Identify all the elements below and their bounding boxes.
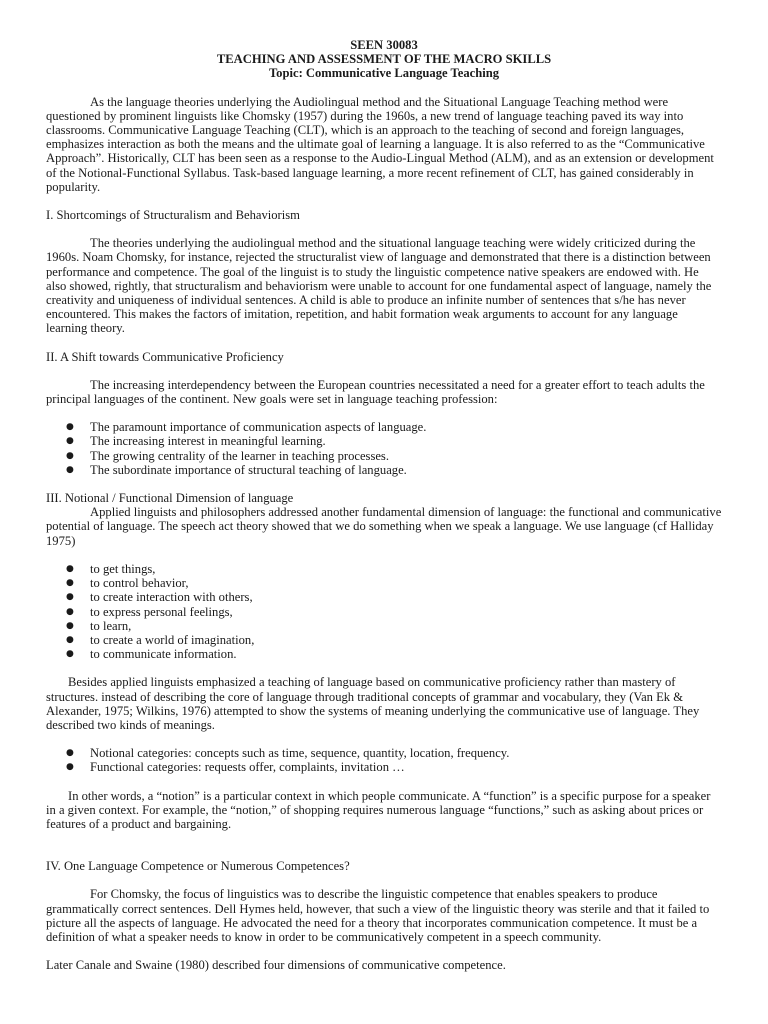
course-title: TEACHING AND ASSESSMENT OF THE MACRO SKILLS	[216, 52, 552, 67]
list-item: ● The growing centrality of the learner in teaching processes.	[46, 449, 722, 463]
closing-line: Later Canale and Swaine (1980) described four dimensions of communicative competence.	[46, 958, 506, 973]
list-item: ● The subordinate importance of structural teaching of language.	[46, 463, 722, 477]
spacer	[46, 81, 722, 95]
goals-list	[46, 420, 722, 477]
list-item: ● to learn,	[46, 619, 722, 633]
section-4-paragraph: For Chomsky, the focus of linguistics was to describe the linguistic competence that enables speakers to produce grammatically correct sentences. Dell Hymes held, however, that such a view of the linguistic theory was sterile and that it failed to picture all the aspects of language. He advocated the need for a theory that incorporates communication competence. It must be a definition of what a speaker needs to know in order to be communicatively competent in a speech community.	[46, 887, 710, 944]
list-item: ● Notional categories: concepts such as time, sequence, quantity, location, frequency.	[46, 746, 722, 760]
list-item: ● to control behavior,	[46, 576, 722, 590]
section-1-paragraph: The theories underlying the audiolingual method and the situational language teaching were widely criticized during the 1960s. Noam Chomsky, for instance, rejected the structuralist view of language and demonstrated that there is a distinction between performance and competence. The goal of the linguist is to study the linguistic competence native speakers are endowed with. He also showed, rightly, that structuralism and behaviorism were unable to account for one fundamental aspect of language, namely the creativity and uniqueness of individual sentences. A child is able to produce an infinite number of sentences that s/he has never encountered. This makes the factors of imitation, repetition, and habit formation weak arguments to account for any language learning theory.	[46, 236, 712, 336]
section-2-paragraph: The increasing interdependency between the European countries necessitated a need for a greater effort to teach adults the principal languages of the continent. New goals were set in language teaching profession:	[46, 377, 705, 407]
topic-line: Topic: Communicative Language Teaching	[268, 66, 500, 81]
list-item: ● to create a world of imagination,	[46, 633, 722, 647]
document-header	[46, 38, 722, 81]
list-item: ● to express personal feelings,	[46, 605, 722, 619]
section-1-heading: I. Shortcomings of Structuralism and Behaviorism	[46, 208, 300, 223]
list-item: ● to communicate information.	[46, 647, 722, 661]
list-item: ● The increasing interest in meaningful learning.	[46, 434, 722, 448]
section-4-heading: IV. One Language Competence or Numerous Competences?	[46, 859, 350, 874]
document-page	[46, 38, 722, 986]
course-code: SEEN 30083	[350, 38, 418, 52]
section-3-heading: III. Notional / Functional Dimension of language	[46, 491, 294, 506]
section-3-paragraph-2: Besides applied linguists emphasized a teaching of language based on communicative proficiency rather than mastery of structures. instead of describing the core of language through traditional concepts of grammar and vocabulary, they (Van Ek & Alexander, 1975; Wilkins, 1976) attempted to show the systems of meaning underlying the communicative use of language. They described two kinds of meanings.	[46, 675, 700, 732]
section-3-paragraph-3: In other words, a “notion” is a particular context in which people communicate. A “function” is a specific purpose for a speaker in a given context. For example, the “notion,” of shopping requires numerous language “functions,” such as asking about prices or features of a product and bargaining.	[46, 788, 711, 831]
section-2-heading: II. A Shift towards Communicative Proficiency	[46, 349, 284, 364]
intro-paragraph: As the language theories underlying the Audiolingual method and the Situational Language Teaching method were questioned by prominent linguists like Chomsky (1957) during the 1960s, a new trend of language teaching paved its way into classrooms. Communicative Language Teaching (CLT), which is an approach to the teaching of second and foreign languages, emphasizes interaction as both the means and the ultimate goal of learning a language. It is also referred to as the “Communicative Approach”. Historically, CLT has been seen as a response to the Audio-Lingual Method (ALM), and as an extension or development of the Notional-Functional Syllabus. Task-based language learning, a more recent refinement of CLT, has gained considerably in popularity.	[46, 94, 714, 194]
list-item: ● Functional categories: requests offer, complaints, invitation …	[46, 760, 722, 774]
list-item: ● to create interaction with others,	[46, 590, 722, 604]
list-item: ● to get things,	[46, 562, 722, 576]
list-item: ● The paramount importance of communication aspects of language.	[46, 420, 722, 434]
section-3-paragraph: Applied linguists and philosophers addressed another fundamental dimension of language: the functional and communicative potential of language. The speech act theory showed that we do something when we speak a language. We use language (cf Halliday 1975)	[46, 505, 722, 548]
meanings-list	[46, 746, 722, 774]
spacer	[46, 845, 722, 859]
language-uses-list	[46, 562, 722, 661]
